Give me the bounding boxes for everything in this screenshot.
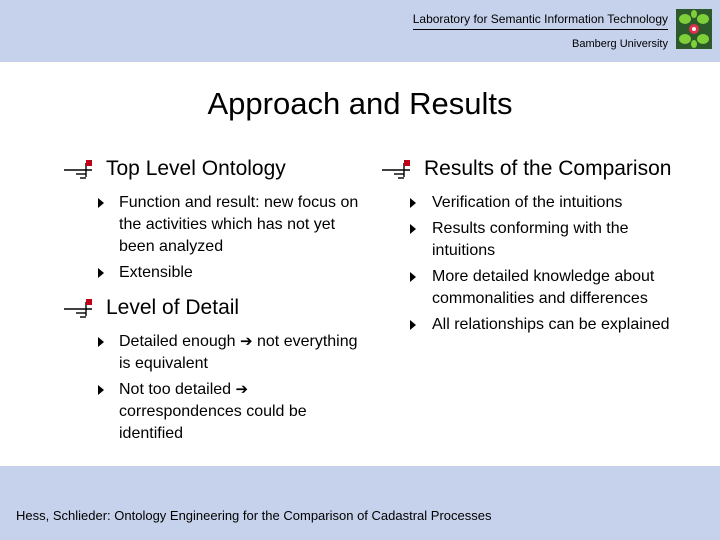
group-level-of-detail: [60, 294, 360, 445]
flower-logo-icon: [676, 9, 712, 49]
heading-text: Results of the Comparison: [424, 157, 672, 180]
arrow-right-icon: ➔: [235, 381, 249, 398]
list-item: Extensible: [60, 262, 360, 284]
list-item: Results conforming with the intuitions: [378, 218, 678, 262]
left-column: [60, 155, 360, 455]
right-column: [378, 155, 678, 346]
footer-citation: Hess, Schlieder: Ontology Engineering for the Comparison of Cadastral Processes: [16, 508, 492, 523]
lab-name: Laboratory for Semantic Information Technology: [413, 12, 668, 30]
list-item: All relationships can be explained: [378, 314, 678, 336]
list-item: Function and result: new focus on the activities which has not yet been analyzed: [60, 192, 360, 258]
list-item: More detailed knowledge about commonalities and differences: [378, 266, 678, 310]
bullet-list: [60, 192, 360, 284]
triangle-bullet-icon: [98, 385, 104, 395]
triangle-bullet-icon: [98, 198, 104, 208]
bullet-list: [60, 331, 360, 445]
arrow-right-icon: ➔: [239, 333, 253, 350]
group-heading: [60, 155, 360, 182]
heading-text: Top Level Ontology: [106, 157, 286, 180]
header-band: [0, 0, 720, 62]
group-top-level-ontology: [60, 155, 360, 284]
triangle-bullet-icon: [98, 337, 104, 347]
footer-band: [0, 466, 720, 540]
triangle-bullet-icon: [410, 272, 416, 282]
slide-title: Approach and Results: [207, 86, 513, 121]
triangle-bullet-icon: [410, 320, 416, 330]
plus-bullet-icon: [60, 296, 98, 322]
plus-bullet-icon: [60, 157, 98, 183]
triangle-bullet-icon: [410, 198, 416, 208]
heading-text: Level of Detail: [106, 296, 240, 319]
bullet-list: [378, 192, 678, 336]
triangle-bullet-icon: [410, 224, 416, 234]
list-item: Detailed enough ➔ not everything is equivalent: [60, 331, 360, 375]
group-heading: [60, 294, 360, 321]
list-item: Not too detailed ➔ correspondences could be identified: [60, 379, 360, 445]
group-results-of-comparison: [378, 155, 678, 336]
university-name: Bamberg University: [572, 38, 668, 50]
list-item: Verification of the intuitions: [378, 192, 678, 214]
plus-bullet-icon: [378, 157, 416, 183]
group-heading: [378, 155, 678, 182]
triangle-bullet-icon: [98, 268, 104, 278]
